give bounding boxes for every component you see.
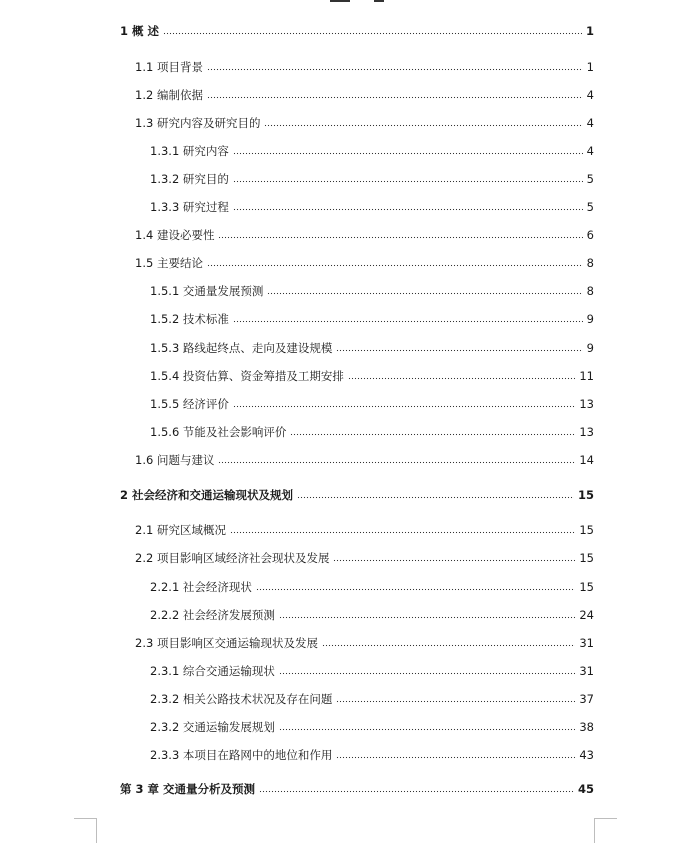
toc-entry-page: 11	[579, 369, 594, 383]
toc-entry-title: 2.3 项目影响区交通运输现状及发展	[135, 636, 318, 650]
toc-entry-title: 1.4 建设必要性	[135, 228, 215, 242]
page-corner-mark-left	[74, 818, 97, 843]
toc-entry[interactable]	[0, 688, 678, 706]
toc-entry-page: 15	[577, 488, 594, 502]
toc-leader-dots	[264, 117, 582, 127]
toc-leader-dots	[207, 89, 583, 99]
toc-entry[interactable]	[0, 660, 678, 678]
toc-leader-dots	[233, 398, 575, 408]
toc-leader-dots	[256, 581, 575, 591]
toc-entry-page: 5	[586, 200, 594, 214]
toc-entry-title: 2.1 研究区域概况	[135, 523, 226, 537]
toc-entry-title: 1.1 项目背景	[135, 60, 203, 74]
toc-entry[interactable]	[0, 716, 678, 734]
toc-entry-title: 2.3.3 本项目在路网中的地位和作用	[150, 748, 333, 762]
toc-entry[interactable]	[0, 393, 678, 411]
toc-entry[interactable]	[0, 547, 678, 565]
toc-entry[interactable]	[0, 778, 678, 796]
toc-entry-page: 15	[579, 523, 594, 537]
toc-entry[interactable]	[0, 196, 678, 214]
toc-entry-title: 2.2.1 社会经济现状	[150, 580, 252, 594]
toc-leader-dots	[233, 145, 583, 155]
toc-leader-dots	[336, 693, 575, 703]
toc-leader-dots	[279, 609, 575, 619]
toc-entry-title: 1.3.2 研究目的	[150, 172, 229, 186]
toc-entry-page: 13	[579, 397, 594, 411]
toc-entry[interactable]	[0, 421, 678, 439]
toc-entry[interactable]	[0, 632, 678, 650]
toc-leader-dots	[233, 313, 583, 323]
toc-leader-dots	[207, 61, 583, 71]
toc-leader-dots	[233, 201, 583, 211]
toc-entry-title: 2.2 项目影响区域经济社会现状及发展	[135, 551, 330, 565]
toc-entry-title: 1.5 主要结论	[135, 256, 203, 270]
toc-entry-page: 24	[579, 608, 594, 622]
toc-entry-title: 1.3 研究内容及研究目的	[135, 116, 261, 130]
toc-entry[interactable]	[0, 168, 678, 186]
toc-entry[interactable]	[0, 224, 678, 242]
toc-leader-dots	[336, 342, 582, 352]
toc-entry-page: 9	[586, 312, 594, 326]
toc-entry-title: 1 概 述	[120, 24, 160, 38]
toc-entry-title: 1.5.3 路线起终点、走向及建设规模	[150, 341, 333, 355]
toc-leader-dots	[279, 665, 575, 675]
toc-entry-page: 15	[579, 551, 594, 565]
toc-entry[interactable]	[0, 484, 678, 502]
toc-entry-page: 13	[579, 425, 594, 439]
toc-entry-title: 1.3.1 研究内容	[150, 144, 229, 158]
toc-entry[interactable]	[0, 112, 678, 130]
toc-entry-title: 2.3.2 相关公路技术状况及存在问题	[150, 692, 333, 706]
toc-entry-title: 2 社会经济和交通运输现状及规划	[120, 488, 294, 502]
toc-entry-page: 9	[586, 341, 594, 355]
toc-leader-dots	[259, 783, 574, 793]
toc-entry-title: 第 3 章 交通量分析及预测	[120, 782, 256, 796]
toc-entry-title: 2.2.2 社会经济发展预测	[150, 608, 275, 622]
toc-entry-title: 2.3.2 交通运输发展规划	[150, 720, 275, 734]
toc-entry-page: 8	[586, 284, 594, 298]
toc-entry[interactable]	[0, 604, 678, 622]
toc-leader-dots	[233, 173, 583, 183]
toc-entry-title: 1.2 编制依据	[135, 88, 203, 102]
toc-entry-title: 2.3.1 综合交通运输现状	[150, 664, 275, 678]
toc-entry-page: 31	[579, 636, 594, 650]
toc-entry[interactable]	[0, 337, 678, 355]
toc-entry-page: 31	[579, 664, 594, 678]
toc-entry[interactable]	[0, 280, 678, 298]
page-corner-mark-right	[594, 818, 617, 843]
toc-entry-title: 1.5.4 投资估算、资金筹措及工期安排	[150, 369, 344, 383]
toc-entry[interactable]	[0, 56, 678, 74]
toc-entry-page: 1	[586, 60, 594, 74]
toc-entry-page: 5	[586, 172, 594, 186]
toc-entry[interactable]	[0, 519, 678, 537]
toc-leader-dots	[279, 721, 575, 731]
toc-leader-dots	[218, 454, 575, 464]
toc-entry-title: 1.3.3 研究过程	[150, 200, 229, 214]
toc-leader-dots	[218, 229, 582, 239]
toc-leader-dots	[348, 370, 575, 380]
toc-entry-page: 6	[586, 228, 594, 242]
heading-fragment	[330, 0, 384, 2]
toc-entry-page: 37	[579, 692, 594, 706]
toc-entry-page: 14	[579, 453, 594, 467]
toc-leader-dots	[297, 489, 574, 499]
toc-entry-title: 1.5.2 技术标准	[150, 312, 229, 326]
toc-entry[interactable]	[0, 576, 678, 594]
toc-leader-dots	[163, 25, 582, 35]
toc-entry-page: 4	[586, 88, 594, 102]
toc-entry[interactable]	[0, 140, 678, 158]
toc-leader-dots	[207, 257, 583, 267]
toc-leader-dots	[267, 285, 582, 295]
toc-entry[interactable]	[0, 308, 678, 326]
toc-entry[interactable]	[0, 84, 678, 102]
toc-leader-dots	[333, 552, 575, 562]
toc-entry[interactable]	[0, 252, 678, 270]
toc-entry-page: 4	[586, 144, 594, 158]
toc-leader-dots	[322, 637, 575, 647]
toc-entry-page: 43	[579, 748, 594, 762]
toc-entry-page: 45	[577, 782, 594, 796]
toc-entry-page: 8	[586, 256, 594, 270]
toc-entry-page: 4	[586, 116, 594, 130]
toc-entry-page: 1	[585, 24, 594, 38]
toc-entry-title: 1.6 问题与建议	[135, 453, 215, 467]
toc-entry-page: 15	[579, 580, 594, 594]
toc-entry-page: 38	[579, 720, 594, 734]
toc-entry-title: 1.5.1 交通量发展预测	[150, 284, 264, 298]
toc-entry[interactable]	[0, 744, 678, 762]
toc-leader-dots	[290, 426, 575, 436]
toc-leader-dots	[230, 524, 575, 534]
toc-entry[interactable]	[0, 449, 678, 467]
toc-entry-title: 1.5.5 经济评价	[150, 397, 229, 411]
toc-leader-dots	[336, 749, 575, 759]
toc-entry[interactable]	[0, 365, 678, 383]
toc-entry[interactable]	[0, 20, 678, 38]
toc-entry-title: 1.5.6 节能及社会影响评价	[150, 425, 287, 439]
